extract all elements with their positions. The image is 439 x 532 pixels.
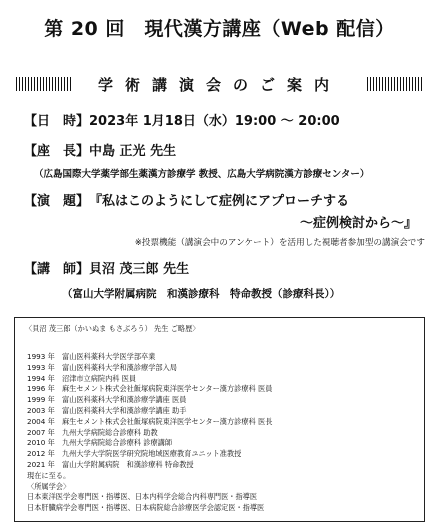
bio-item: 1999 年 富山医科薬科大学和漢診療学講座 医員 xyxy=(27,395,187,405)
page-title: 第 20 回 現代漢方講座（Web 配信） xyxy=(44,18,395,40)
bio-item: 日本東洋医学会専門医・指導医、日本内科学会総合内科専門医・指導医 xyxy=(27,492,258,502)
bio-intro: 〈貝沼 茂三郎（かいぬま もさぶろう） 先生 ご略歴〉 xyxy=(25,324,200,333)
bio-item: 2021 年 富山大学附属病院 和漢診療科 特命教授 xyxy=(27,459,194,469)
bio-item: 2010 年 九州大学病院総合診療科 診療講師 xyxy=(27,438,173,448)
bio-list xyxy=(27,352,272,514)
lecturer-row xyxy=(24,258,189,277)
bio-box xyxy=(14,317,425,522)
bio-item: 1994 年 沼津市立病院内科 医員 xyxy=(27,373,137,383)
bio-item: 2012 年 九州大学大学院医学研究院地域医療教育ユニット准教授 xyxy=(27,449,242,459)
bio-item: 1993 年 富山医科薬科大学和漢診療学部入局 xyxy=(27,362,177,372)
bio-item: 2004 年 麻生セメント株式会社飯塚病院東洋医学センター漢方診療科 医長 xyxy=(27,416,273,426)
date-row xyxy=(24,110,340,129)
date-label: 【日 時】 xyxy=(24,114,90,129)
lecturer-name: 貝沼 茂三郎 先生 xyxy=(89,262,190,277)
chair-affiliation: （広島国際大学薬学部生薬漢方診療学 教授、広島大学病院漢方診療センター） xyxy=(34,169,370,180)
hatch-decoration-right xyxy=(367,77,423,91)
bio-item: 2003 年 富山医科薬科大学和漢診療学講座 助手 xyxy=(27,405,187,415)
chair-row xyxy=(24,140,176,159)
bio-item: 1993 年 富山医科薬科大学医学部卒業 xyxy=(27,352,156,361)
date-value: 2023年 1月18日（水）19:00 ～ 20:00 xyxy=(89,114,340,129)
chair-label: 【座 長】 xyxy=(24,144,90,159)
chair-name: 中島 正光 先生 xyxy=(89,144,177,159)
lecturer-affiliation: （富山大学附属病院 和漢診療科 特命教授（診療科長）） xyxy=(62,288,341,300)
topic-line1: 『私はこのようにして症例にアプローチする xyxy=(89,194,350,209)
subtitle-bar xyxy=(12,74,427,96)
bio-item: 現在に至る。 xyxy=(27,470,71,480)
bio-item: 1996 年 麻生セメント株式会社飯塚病院東洋医学センター漢方診療科 医員 xyxy=(27,384,273,394)
hatch-decoration-left xyxy=(16,77,72,91)
lecturer-label: 【講 師】 xyxy=(24,262,90,277)
topic-label: 【演 題】 xyxy=(24,194,90,209)
note: ※投票機能（講演会中のアンケート）を活用した視聴者参加型の講演会です xyxy=(134,238,425,248)
bio-item: 日本肝臓病学会専門医・指導医、日本病院総合診療医学会認定医・指導医 xyxy=(27,503,265,513)
subtitle: 学術講演会のご案内 xyxy=(97,76,341,94)
topic-line2: ～症例検討から～』 xyxy=(299,216,417,231)
bio-item: 〈所属学会〉 xyxy=(27,481,71,491)
topic-row xyxy=(24,190,349,209)
topic-line2-row xyxy=(300,212,417,231)
bio-item: 2007 年 九州大学病院総合診療科 助教 xyxy=(27,427,158,437)
